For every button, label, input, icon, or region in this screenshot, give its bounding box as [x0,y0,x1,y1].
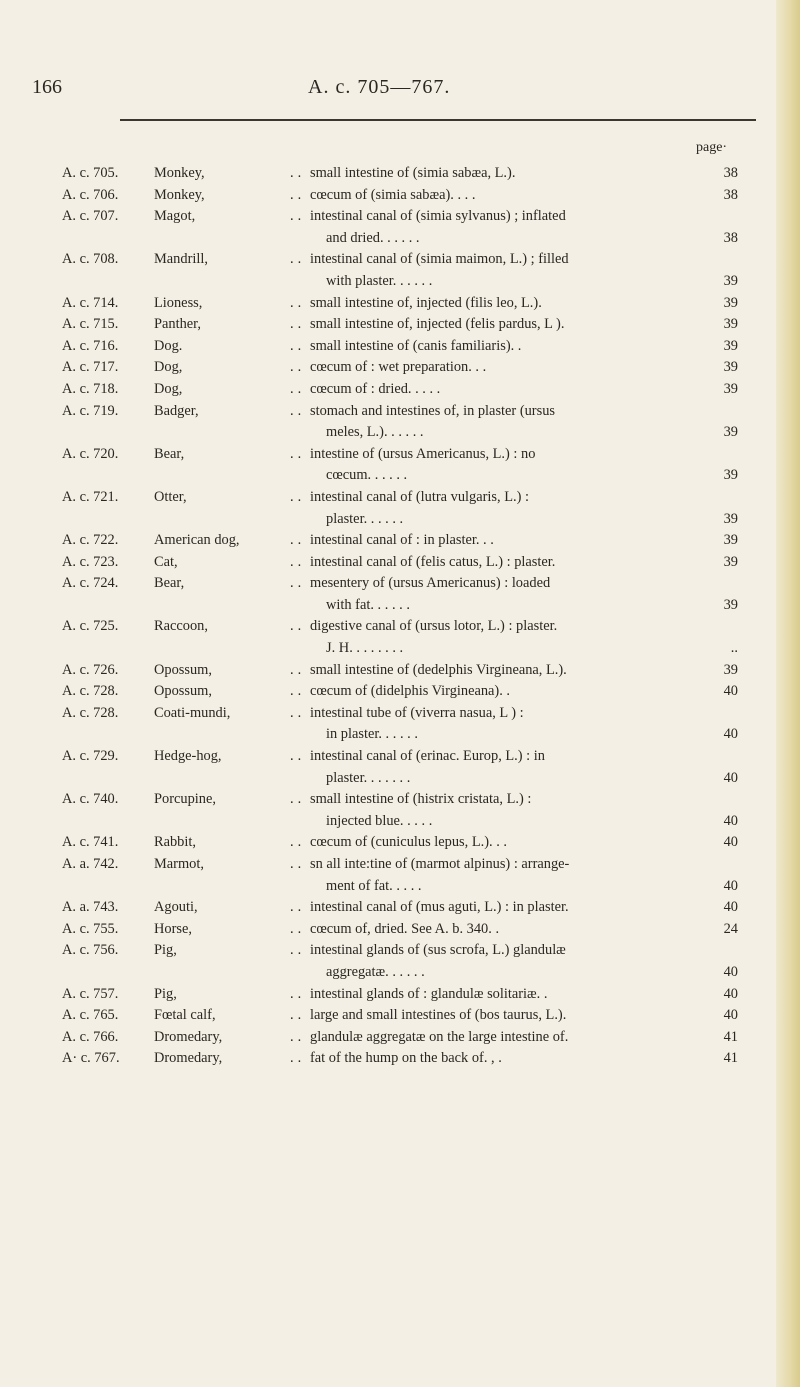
entry-description: intestinal canal of (lutra vulgaris, L.) : [310,488,529,505]
specimen-id: A. c. 728. [62,683,119,700]
catalogue-entry [62,530,750,552]
page-reference: 40 [723,963,738,980]
specimen-id: A. c. 723. [62,553,119,570]
entry-description: injected blue. . . . . [326,812,433,829]
entry-description: intestinal canal of (mus aguti, L.) : in plaster. [310,899,569,916]
page-reference: 38 [723,165,738,181]
animal-name: Monkey, [154,186,205,203]
entry-line [62,746,750,768]
entry-description: in plaster. . . . . . [326,726,418,743]
entry-description: intestine of (ursus Americanus, L.) : no [310,445,536,462]
entry-line [62,595,750,617]
animal-name: Badger, [154,402,199,419]
specimen-id: A. c. 726. [62,661,119,678]
specimen-id: A. c. 706. [62,186,119,203]
catalogue-entry [62,552,750,574]
leader-dots: .. [290,618,306,635]
leader-dots: .. [290,251,306,268]
entry-description: stomach and intestines of, in plaster (ursus [310,402,555,419]
page-reference: 39 [723,424,738,441]
catalogue-entry [62,746,750,789]
page-reference: 40 [723,877,738,894]
specimen-id: A. c. 716. [62,337,119,354]
page-reference: 39 [723,553,738,570]
specimen-id: A. c. 718. [62,380,119,397]
leader-dots: .. [290,402,306,419]
specimen-id: A. c. 755. [62,920,119,937]
page-header [30,76,770,112]
animal-name: Opossum, [154,683,212,700]
entry-line [62,487,750,509]
page-reference: .. [730,640,738,657]
catalogue-entry [62,1027,750,1049]
catalogue-entry [62,984,750,1006]
page-reference: 39 [723,510,738,527]
catalogue-entry [62,314,750,336]
specimen-id: A. c. 757. [62,985,119,1002]
entry-description: cœcum of (didelphis Virgineana). . [310,683,511,700]
specimen-id: A. c. 714. [62,294,119,311]
animal-name: Coati-mundi, [154,704,231,721]
page-edge [776,0,800,1387]
entry-description: intestinal canal of (simia sylvanus) ; inflated [310,208,566,225]
leader-dots: .. [290,553,306,570]
specimen-id: A. c. 708. [62,251,119,268]
animal-name: Dog. [154,337,183,354]
specimen-id: A. c. 722. [62,532,119,549]
entry-line [62,984,750,1006]
catalogue-entry [62,854,750,897]
specimen-id: A· c. 767. [62,1050,120,1067]
animal-name: Bear, [154,445,185,462]
entry-line [62,314,750,336]
catalogue-entry [62,206,750,249]
entry-line [62,724,750,746]
leader-dots: .. [290,856,306,872]
specimen-id: A. c. 728. [62,704,119,721]
leader-dots: .. [290,942,306,959]
page-reference: 39 [723,380,738,397]
animal-name: Marmot, [154,856,204,872]
specimen-id: A. c. 765. [62,1007,119,1024]
entry-description: cœcum of : dried. . . . . [310,380,441,397]
catalogue-entry [62,444,750,487]
entry-line [62,832,750,854]
entry-description: intestinal glands of : glandulæ solitariæ. . [310,985,548,1002]
animal-name: Fœtal calf, [154,1007,216,1024]
entry-description: cœcum of (cuniculus lepus, L.). . . [310,834,508,851]
entry-description: and dried. . . . . . [326,229,420,246]
specimen-id: A. c. 717. [62,359,119,376]
catalogue-entry [62,357,750,379]
catalogue-entry [62,1048,750,1070]
page-reference: 40 [723,683,738,700]
specimen-id: A. a. 742. [62,856,119,872]
catalogue-entry [62,919,750,941]
specimen-id: A. c. 705. [62,165,119,181]
entry-description: plaster. . . . . . . [326,769,411,786]
entry-description: sn all inte:tine of (marmot alpinus) : arrange- [310,856,570,872]
entry-description: plaster. . . . . . [326,510,404,527]
specimen-id: A. c. 720. [62,445,119,462]
catalogue-entry [62,249,750,292]
entry-line [62,530,750,552]
animal-name: Mandrill, [154,251,208,268]
entry-line [62,422,750,444]
page-number: 166 [32,76,62,98]
entry-description: intestinal canal of (simia maimon, L.) ; filled [310,251,569,268]
entry-description: glandulæ aggregatæ on the large intestine of. [310,1028,569,1045]
entry-description: intestinal canal of : in plaster. . . [310,532,494,549]
entry-line [62,271,750,293]
catalogue-entry [62,660,750,682]
entry-description: cœcum of, dried. See A. b. 340. . [310,920,500,937]
leader-dots: .. [290,985,306,1002]
animal-name: Dromedary, [154,1028,223,1045]
entry-description: small intestine of (histrix cristata, L.) : [310,791,532,808]
animal-name: American dog, [154,532,240,549]
page-reference: 39 [723,661,738,678]
entry-line [62,897,750,919]
animal-name: Horse, [154,920,192,937]
entry-line [62,573,750,595]
leader-dots: .. [290,532,306,549]
leader-dots: .. [290,1007,306,1024]
page-reference: 39 [723,272,738,289]
leader-dots: .. [290,575,306,592]
page-reference: 39 [723,596,738,613]
page-reference: 40 [723,834,738,851]
specimen-id: A. c. 766. [62,1028,119,1045]
page-reference: 39 [723,316,738,333]
entry-line [62,940,750,962]
animal-name: Cat, [154,553,178,570]
leader-dots: .. [290,748,306,765]
animal-name: Panther, [154,316,201,333]
catalogue-entry [62,293,750,315]
leader-dots: .. [290,316,306,333]
specimen-id: A. a. 743. [62,899,119,916]
entry-line [62,616,750,638]
leader-dots: .. [290,337,306,354]
animal-name: Dog, [154,359,183,376]
catalogue-entry [62,401,750,444]
leader-dots: .. [290,165,306,181]
entry-line [62,185,750,207]
page-column-label: page· [696,140,728,155]
page-reference: 40 [723,1007,738,1024]
entry-description: intestinal canal of (erinac. Europ, L.) : in [310,748,545,765]
entry-description: intestinal glands of (sus scrofa, L.) glandulæ [310,942,566,959]
entry-description: small intestine of (canis familiaris). . [310,337,522,354]
page-reference: 40 [723,812,738,829]
entry-line [62,206,750,228]
entry-description: small intestine of, injected (filis leo, L.). [310,294,542,311]
entry-line [62,401,750,423]
entry-description: small intestine of (dedelphis Virgineana, L.). [310,661,567,678]
leader-dots: .. [290,380,306,397]
page-reference: 24 [723,920,738,937]
entry-line [62,357,750,379]
entry-line [62,854,750,876]
animal-name: Hedge-hog, [154,748,222,765]
page-reference: 39 [723,337,738,354]
leader-dots: .. [290,834,306,851]
catalogue-entry [62,487,750,530]
entry-line [62,1005,750,1027]
catalogue-entry [62,616,750,659]
leader-dots: .. [290,359,306,376]
leader-dots: .. [290,208,306,225]
entry-line [62,768,750,790]
animal-name: Bear, [154,575,185,592]
leader-dots: .. [290,683,306,700]
animal-name: Porcupine, [154,791,216,808]
entry-line [62,789,750,811]
page-reference: 39 [723,532,738,549]
entry-description: cœcum of (simia sabæa). . . . [310,186,476,203]
page-reference: 41 [723,1050,738,1067]
specimen-id: A. c. 741. [62,834,119,851]
animal-name: Otter, [154,488,187,505]
entry-line [62,681,750,703]
entry-description: large and small intestines of (bos taurus, L.). [310,1007,567,1024]
leader-dots: .. [290,899,306,916]
entry-line [62,811,750,833]
leader-dots: .. [290,1028,306,1045]
catalogue-entry [62,789,750,832]
page-reference: 41 [723,1028,738,1045]
page-reference: 38 [723,229,738,246]
entry-description: fat of the hump on the back of. , . [310,1050,502,1067]
catalogue-entry [62,573,750,616]
entry-line [62,293,750,315]
entry-line [62,465,750,487]
entry-description: small intestine of, injected (felis pardus, L ). [310,316,565,333]
entry-description: intestinal tube of (viverra nasua, L ) : [310,704,524,721]
header-rule [120,119,756,121]
leader-dots: .. [290,791,306,808]
entry-description: mesentery of (ursus Americanus) : loaded [310,575,551,592]
specimen-id: A. c. 740. [62,791,119,808]
catalogue-entry [62,832,750,854]
animal-name: Dromedary, [154,1050,223,1067]
page-reference: 39 [723,467,738,484]
leader-dots: .. [290,1050,306,1067]
specimen-id: A. c. 719. [62,402,119,419]
specimen-id: A. c. 729. [62,748,119,765]
entry-description: meles, L.). . . . . . [326,424,424,441]
running-title: A. c. 705—767. [308,76,451,98]
entry-line [62,379,750,401]
catalogue-entry [62,379,750,401]
entry-line [62,444,750,466]
leader-dots: .. [290,294,306,311]
animal-name: Magot, [154,208,196,225]
entry-description: intestinal canal of (felis catus, L.) : plaster. [310,553,556,570]
page-reference: 40 [723,985,738,1002]
entry-description: cœcum. . . . . . [326,467,408,484]
entry-description: aggregatæ. . . . . . [326,963,425,980]
entry-line [62,703,750,725]
leader-dots: .. [290,445,306,462]
animal-name: Pig, [154,942,177,959]
catalogue-entry [62,897,750,919]
catalogue-entry [62,185,750,207]
catalogue-entry [62,703,750,746]
animal-name: Lioness, [154,294,203,311]
entry-description: J. H. . . . . . . . [326,640,404,657]
entry-line [62,919,750,941]
entry-description: with plaster. . . . . . [326,272,433,289]
specimen-id: A. c. 724. [62,575,119,592]
catalogue-entry [62,681,750,703]
entry-description: digestive canal of (ursus lotor, L.) : plaster. [310,618,558,635]
animal-name: Monkey, [154,165,205,181]
page-reference: 39 [723,359,738,376]
specimen-id: A. c. 707. [62,208,119,225]
leader-dots: .. [290,488,306,505]
leader-dots: .. [290,920,306,937]
page-reference: 39 [723,294,738,311]
animal-name: Rabbit, [154,834,196,851]
specimen-id: A. c. 756. [62,942,119,959]
entry-line [62,660,750,682]
catalogue-entry [62,163,750,185]
entry-description: cœcum of : wet preparation. . . [310,359,487,376]
specimen-id: A. c. 715. [62,316,119,333]
entry-line [62,1027,750,1049]
entry-line [62,336,750,358]
catalogue-entry [62,1005,750,1027]
catalogue-entries [62,163,750,1070]
catalogue-entry [62,336,750,358]
entry-line [62,249,750,271]
page-reference: 40 [723,899,738,916]
entry-description: with fat. . . . . . [326,596,410,613]
entry-line [62,509,750,531]
specimen-id: A. c. 721. [62,488,119,505]
page-reference: 40 [723,726,738,743]
entry-line [62,876,750,898]
entry-line [62,638,750,660]
entry-line [62,163,750,185]
entry-description: ment of fat. . . . . [326,877,422,894]
entry-line [62,1048,750,1070]
page-reference: 38 [723,186,738,203]
animal-name: Opossum, [154,661,212,678]
leader-dots: .. [290,704,306,721]
leader-dots: .. [290,661,306,678]
animal-name: Agouti, [154,899,198,916]
page-reference: 40 [723,769,738,786]
animal-name: Pig, [154,985,177,1002]
animal-name: Dog, [154,380,183,397]
animal-name: Raccoon, [154,618,208,635]
entry-line [62,552,750,574]
leader-dots: .. [290,186,306,203]
catalogue-entry [62,940,750,983]
entry-line [62,962,750,984]
specimen-id: A. c. 725. [62,618,119,635]
entry-line [62,228,750,250]
entry-description: small intestine of (simia sabæa, L.). [310,165,516,181]
